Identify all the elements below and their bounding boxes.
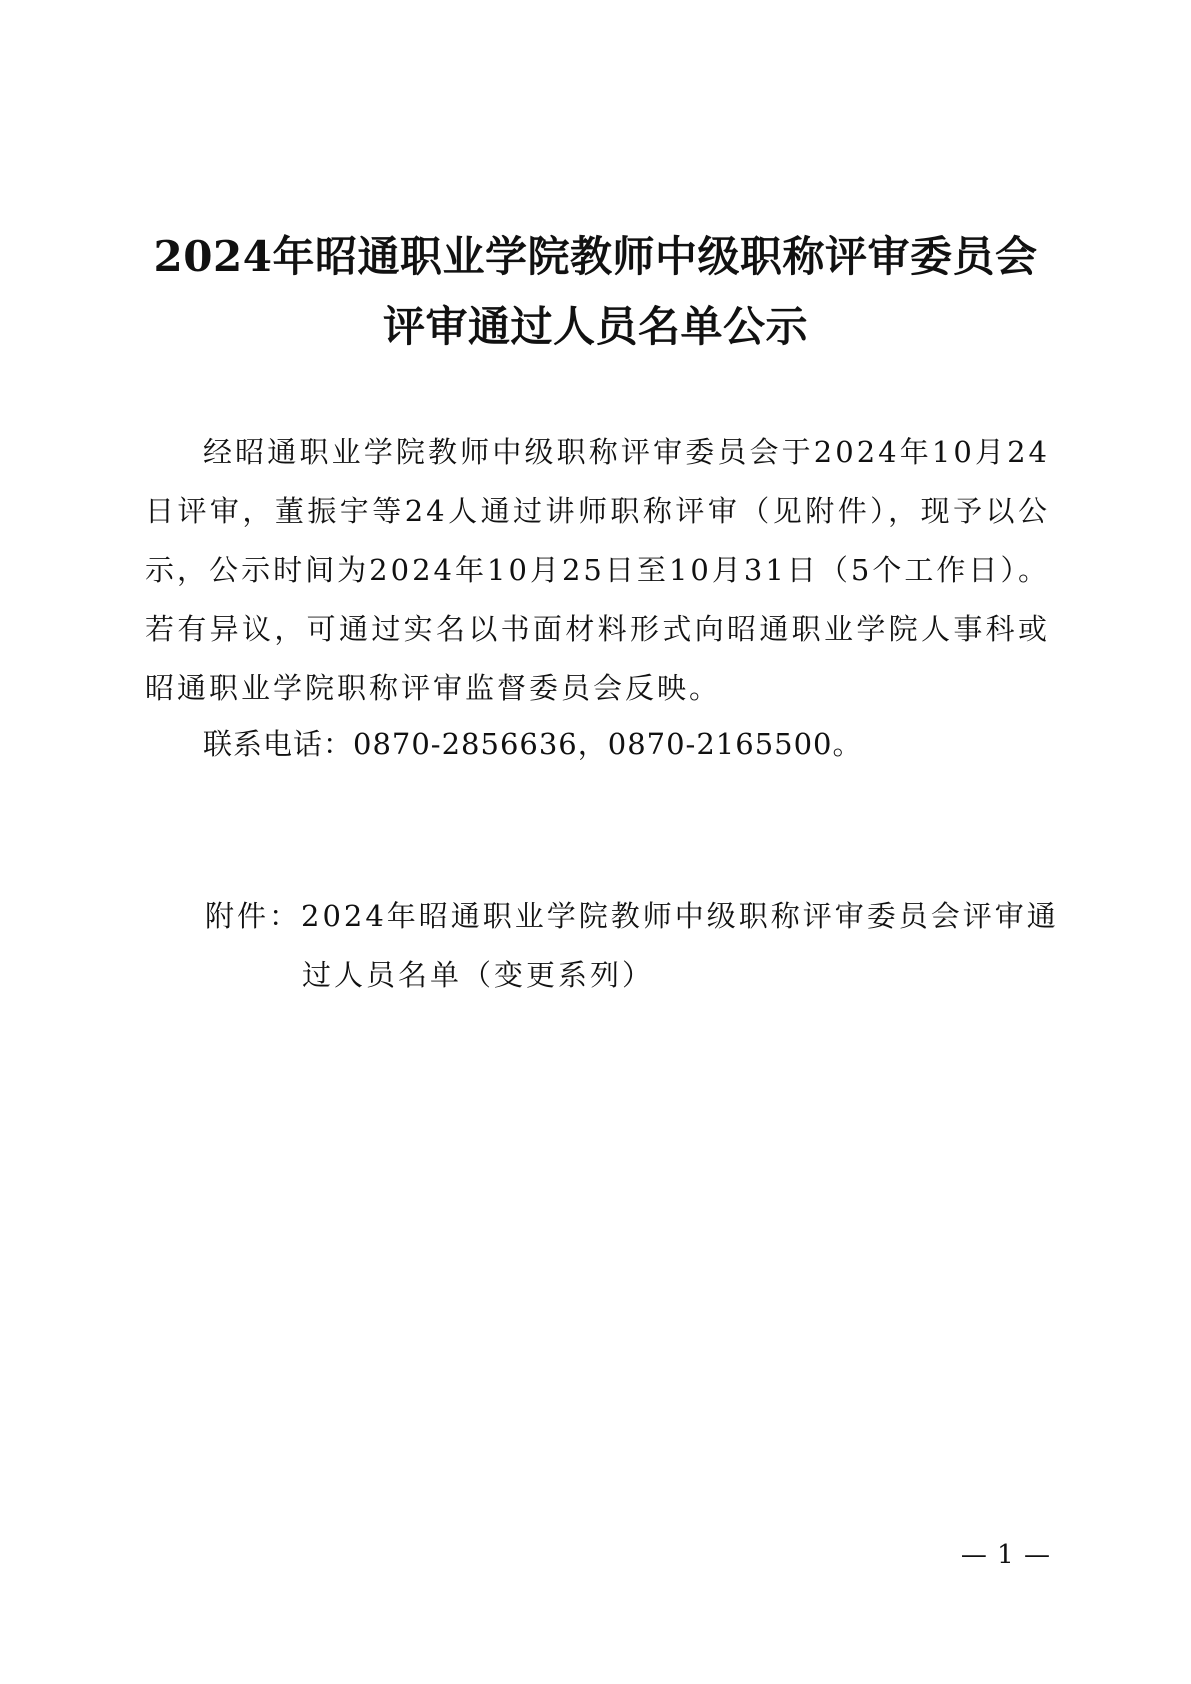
contact-section xyxy=(145,715,1050,774)
contact-phone: 联系电话：0870-2856636，0870-2165500。 xyxy=(203,727,863,761)
body-paragraph: 经昭通职业学院教师中级职称评审委员会于2024年10月24日评审，董振宇等24人通过讲师职称评审（见附件），现予以公示，公示时间为2024年10月25日至10月31日（5个工作日）。若有异议，可通过实名以书面材料形式向昭通职业学院人事科或昭通职业学院职称评审监督委员会反映。 xyxy=(145,435,1050,705)
page-number: — 1 — xyxy=(960,1540,1051,1570)
document-title xyxy=(140,222,1051,362)
attachment-line-1: 附件：2024年昭通职业学院教师中级职称评审委员会评审通 xyxy=(205,899,1059,933)
attachment-section xyxy=(205,887,1059,1005)
title-line-1: 2024年昭通职业学院教师中级职称评审委员会 xyxy=(153,232,1038,281)
title-line-2: 评审通过人员名单公示 xyxy=(382,302,808,351)
notice-body xyxy=(145,423,1050,718)
attachment-line-2: 过人员名单（变更系列） xyxy=(302,958,655,992)
